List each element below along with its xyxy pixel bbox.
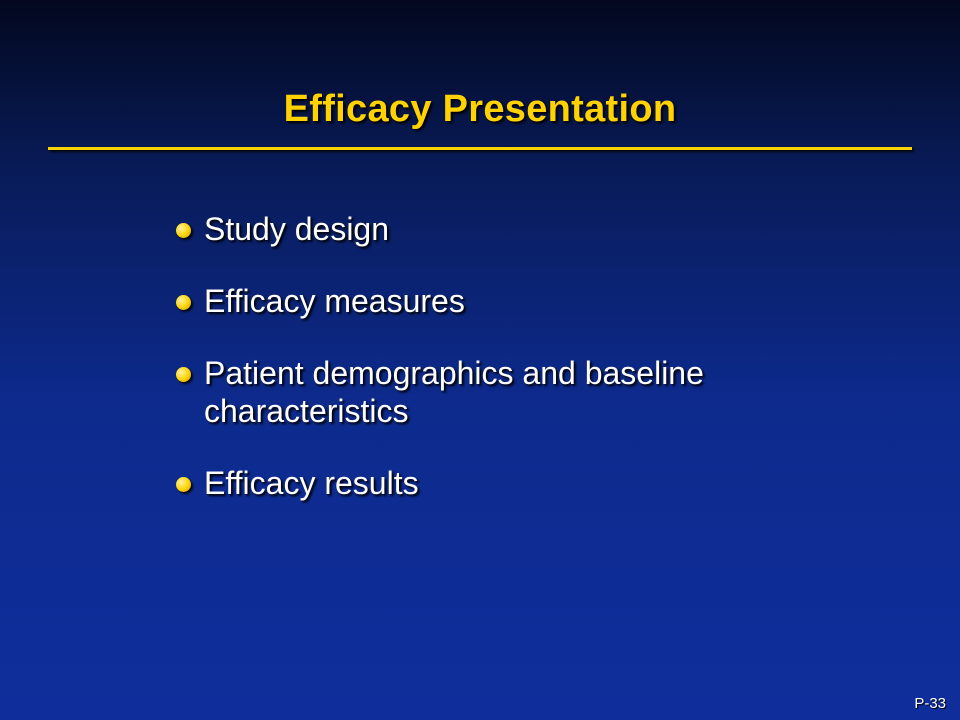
bullet-list: [172, 210, 892, 536]
bullet-dot-icon: [176, 477, 191, 492]
bullet-item: [172, 282, 892, 320]
bullet-item: [172, 464, 892, 502]
bullet-item: [172, 354, 892, 430]
slide-number: P-33: [914, 695, 946, 712]
bullet-text: Patient demographics and baseline characteristics: [204, 355, 704, 429]
slide-title: Efficacy Presentation: [283, 88, 677, 130]
bullet-dot-icon: [176, 367, 191, 382]
bullet-text: Study design: [204, 211, 390, 247]
bullet-text: Efficacy results: [204, 465, 419, 501]
bullet-item: [172, 210, 892, 248]
title-underline: [48, 147, 912, 150]
bullet-dot-icon: [176, 295, 191, 310]
bullet-text: Efficacy measures: [204, 283, 465, 319]
bullet-dot-icon: [176, 223, 191, 238]
